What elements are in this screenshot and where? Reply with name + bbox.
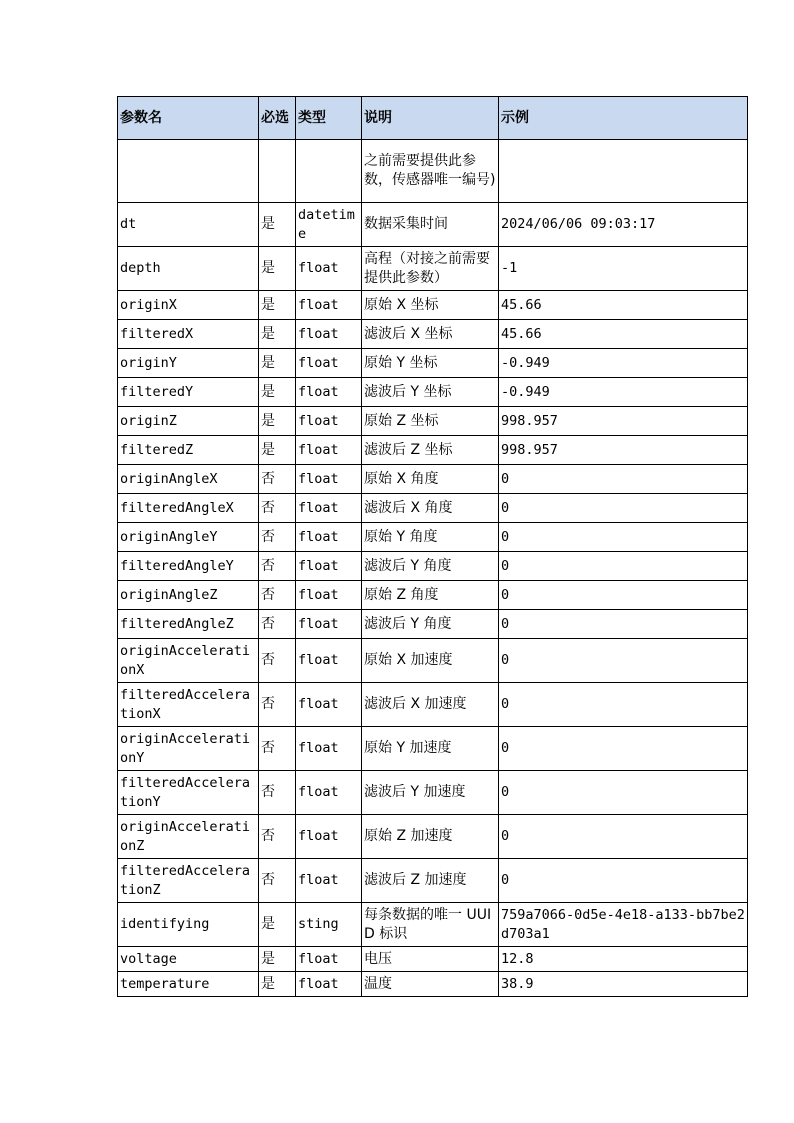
cell-param-name: originAccelerationY [118, 727, 259, 771]
cell-description: 高程（对接之前需要提供此参数） [362, 247, 499, 291]
cell-param-name: filteredAccelerationZ [118, 859, 259, 903]
cell-example: 45.66 [499, 291, 748, 320]
cell-param-name: originAccelerationZ [118, 815, 259, 859]
table-row [118, 291, 748, 320]
cell-required: 否 [259, 683, 296, 727]
table-row [118, 815, 748, 859]
cell-type: float [296, 771, 362, 815]
cell-description: 原始 X 角度 [362, 465, 499, 494]
cell-description: 滤波后 X 加速度 [362, 683, 499, 727]
cell-type: float [296, 639, 362, 683]
cell-type: float [296, 291, 362, 320]
cell-required: 否 [259, 639, 296, 683]
cell-type: float [296, 610, 362, 639]
table-row [118, 247, 748, 291]
cell-type: datetime [296, 203, 362, 247]
cell-type: float [296, 683, 362, 727]
table-row [118, 436, 748, 465]
cell-required: 否 [259, 581, 296, 610]
cell-param-name: filteredAccelerationY [118, 771, 259, 815]
table-row [118, 903, 748, 947]
cell-example: 0 [499, 465, 748, 494]
cell-example: 759a7066-0d5e-4e18-a133-bb7be2d703a1 [499, 903, 748, 947]
cell-required: 否 [259, 610, 296, 639]
cell-required: 是 [259, 947, 296, 972]
cell-param-name: originAngleY [118, 523, 259, 552]
cell-param-name: temperature [118, 972, 259, 997]
cell-param-name: originAccelerationX [118, 639, 259, 683]
cell-required: 是 [259, 203, 296, 247]
header-param-name: 参数名 [118, 97, 259, 140]
header-required: 必选 [259, 97, 296, 140]
cell-param-name: originAngleZ [118, 581, 259, 610]
cell-description: 电压 [362, 947, 499, 972]
table-row [118, 320, 748, 349]
cell-description: 滤波后 X 坐标 [362, 320, 499, 349]
cell-param-name: originZ [118, 407, 259, 436]
table-row [118, 465, 748, 494]
cell-type: float [296, 727, 362, 771]
cell-example: -0.949 [499, 378, 748, 407]
cell-type: float [296, 407, 362, 436]
cell-description: 每条数据的唯一 UUID 标识 [362, 903, 499, 947]
table-row [118, 581, 748, 610]
cell-type: float [296, 247, 362, 291]
cell-param-name: identifying [118, 903, 259, 947]
cell-param-name: voltage [118, 947, 259, 972]
cell-example: 45.66 [499, 320, 748, 349]
table-row [118, 972, 748, 997]
table-row [118, 947, 748, 972]
cell-required: 是 [259, 291, 296, 320]
table-row [118, 727, 748, 771]
cell-description: 原始 Z 坐标 [362, 407, 499, 436]
table-row [118, 349, 748, 378]
table-row [118, 140, 748, 203]
cell-param-name: dt [118, 203, 259, 247]
cell-example: 38.9 [499, 972, 748, 997]
cell-param-name: filteredAngleY [118, 552, 259, 581]
cell-param-name: filteredAngleX [118, 494, 259, 523]
cell-description: 滤波后 Z 坐标 [362, 436, 499, 465]
cell-description: 原始 Y 加速度 [362, 727, 499, 771]
cell-type: float [296, 349, 362, 378]
table-row [118, 203, 748, 247]
cell-required: 否 [259, 815, 296, 859]
cell-description: 滤波后 Y 角度 [362, 610, 499, 639]
cell-description: 滤波后 Y 加速度 [362, 771, 499, 815]
cell-description: 温度 [362, 972, 499, 997]
cell-type: float [296, 465, 362, 494]
cell-required: 否 [259, 771, 296, 815]
cell-required: 是 [259, 436, 296, 465]
table-row [118, 859, 748, 903]
table-row [118, 610, 748, 639]
cell-example: 0 [499, 639, 748, 683]
cell-example: 2024/06/06 09:03:17 [499, 203, 748, 247]
cell-description: 原始 X 加速度 [362, 639, 499, 683]
cell-required: 是 [259, 378, 296, 407]
cell-type: float [296, 552, 362, 581]
cell-description: 滤波后 Y 坐标 [362, 378, 499, 407]
cell-required: 否 [259, 465, 296, 494]
cell-example: 0 [499, 859, 748, 903]
cell-param-name: originX [118, 291, 259, 320]
cell-example: 998.957 [499, 436, 748, 465]
cell-example: -0.949 [499, 349, 748, 378]
cell-example: 0 [499, 771, 748, 815]
cell-param-name: filteredAccelerationX [118, 683, 259, 727]
cell-description: 之前需要提供此参数，传感器唯一编号) [362, 140, 499, 203]
cell-description: 滤波后 X 角度 [362, 494, 499, 523]
cell-required: 否 [259, 727, 296, 771]
cell-type: float [296, 523, 362, 552]
cell-example: 0 [499, 727, 748, 771]
cell-param-name: filteredX [118, 320, 259, 349]
cell-type: float [296, 581, 362, 610]
cell-description: 原始 Y 角度 [362, 523, 499, 552]
cell-type: float [296, 320, 362, 349]
cell-example: 0 [499, 683, 748, 727]
cell-required [259, 140, 296, 203]
parameter-table [117, 96, 748, 997]
table-row [118, 407, 748, 436]
cell-example: -1 [499, 247, 748, 291]
cell-param-name: originAngleX [118, 465, 259, 494]
cell-type: float [296, 815, 362, 859]
table-row [118, 683, 748, 727]
cell-type: float [296, 972, 362, 997]
cell-example: 0 [499, 610, 748, 639]
cell-param-name: filteredAngleZ [118, 610, 259, 639]
table-row [118, 523, 748, 552]
cell-param-name: depth [118, 247, 259, 291]
header-type: 类型 [296, 97, 362, 140]
cell-param-name: originY [118, 349, 259, 378]
cell-example: 0 [499, 815, 748, 859]
cell-required: 是 [259, 320, 296, 349]
cell-description: 原始 X 坐标 [362, 291, 499, 320]
header-description: 说明 [362, 97, 499, 140]
table-row [118, 378, 748, 407]
table-row [118, 552, 748, 581]
cell-required: 是 [259, 972, 296, 997]
cell-example: 0 [499, 581, 748, 610]
table-row [118, 639, 748, 683]
cell-param-name: filteredY [118, 378, 259, 407]
cell-type: float [296, 859, 362, 903]
table-row [118, 771, 748, 815]
cell-required: 是 [259, 247, 296, 291]
cell-type [296, 140, 362, 203]
table-header-row [118, 97, 748, 140]
cell-type: sting [296, 903, 362, 947]
cell-required: 否 [259, 494, 296, 523]
cell-example: 998.957 [499, 407, 748, 436]
cell-example: 12.8 [499, 947, 748, 972]
cell-required: 否 [259, 859, 296, 903]
cell-required: 是 [259, 349, 296, 378]
cell-example [499, 140, 748, 203]
cell-required: 否 [259, 552, 296, 581]
cell-type: float [296, 494, 362, 523]
table-row [118, 494, 748, 523]
cell-description: 滤波后 Y 角度 [362, 552, 499, 581]
cell-example: 0 [499, 494, 748, 523]
cell-type: float [296, 378, 362, 407]
table-body [118, 140, 748, 997]
header-example: 示例 [499, 97, 748, 140]
cell-type: float [296, 436, 362, 465]
cell-param-name [118, 140, 259, 203]
cell-required: 是 [259, 407, 296, 436]
cell-required: 是 [259, 903, 296, 947]
cell-description: 原始 Y 坐标 [362, 349, 499, 378]
cell-type: float [296, 947, 362, 972]
cell-description: 滤波后 Z 加速度 [362, 859, 499, 903]
cell-description: 数据采集时间 [362, 203, 499, 247]
cell-example: 0 [499, 552, 748, 581]
cell-required: 否 [259, 523, 296, 552]
cell-example: 0 [499, 523, 748, 552]
cell-description: 原始 Z 角度 [362, 581, 499, 610]
cell-description: 原始 Z 加速度 [362, 815, 499, 859]
cell-param-name: filteredZ [118, 436, 259, 465]
